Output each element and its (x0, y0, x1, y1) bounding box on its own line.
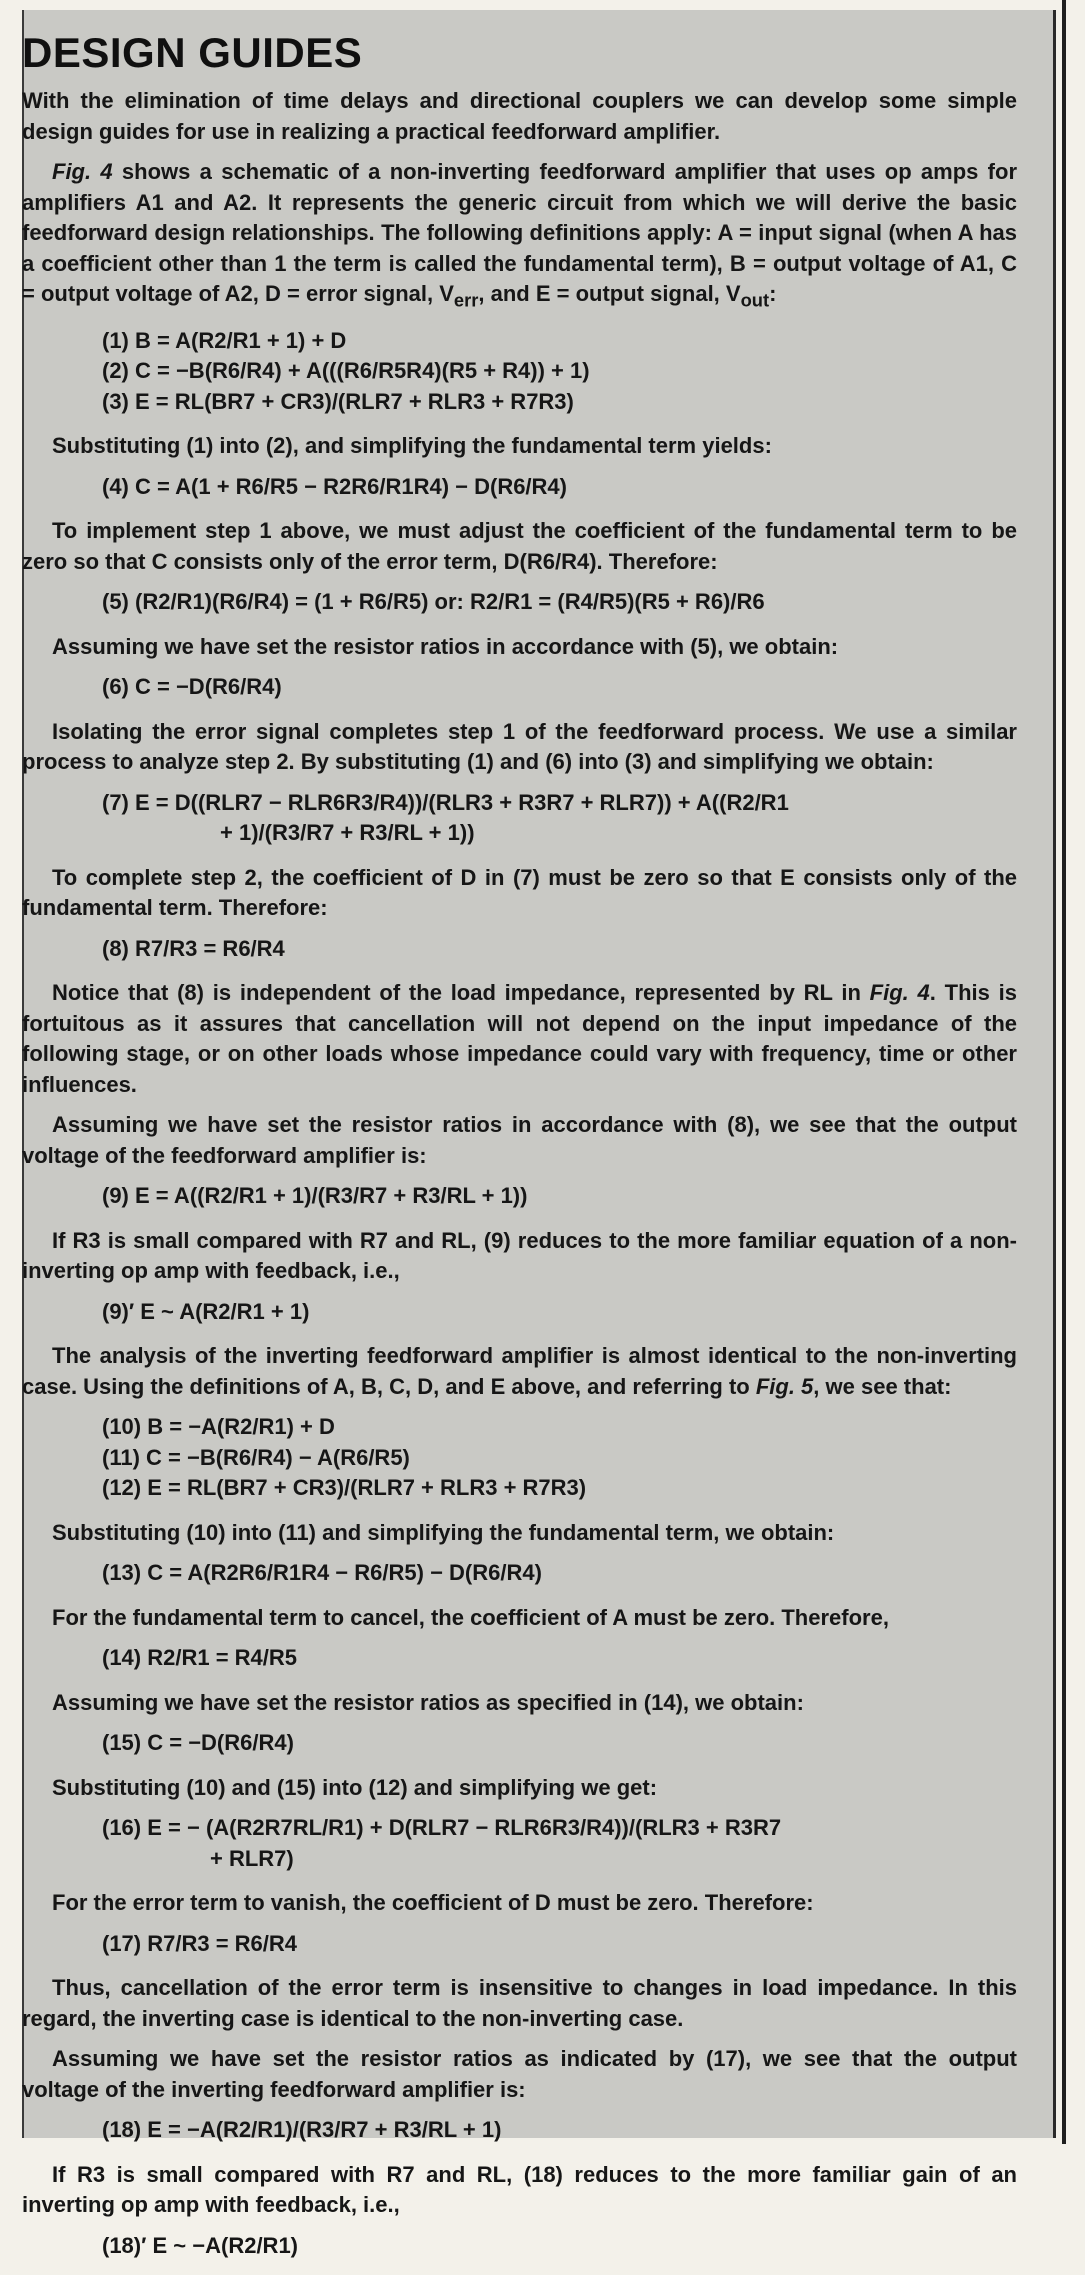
equation-group (22, 326, 1017, 418)
page-border-rule (1062, 0, 1066, 2144)
figure-reference: Fig. 4 (52, 159, 113, 184)
equation-13: (13) C = A(R2R6/R1R4 − R6/R5) − D(R6/R4) (102, 1560, 542, 1586)
section-heading: DESIGN GUIDES (22, 29, 363, 76)
equation-18-prime: (18)′ E ~ −A(R2/R1) (102, 2232, 299, 2258)
equation-12: (12) E = RL(BR7 + CR3)/(RLR7 + RLR3 + R7R3) (102, 1475, 587, 1501)
equation-group (22, 472, 1017, 503)
equation-7: (7) E = D((RLR7 − RLR6R3/R4))/(RLR3 + R3R7 + RLR7)) + A((R2/R1 (102, 789, 789, 815)
figure-reference: Fig. 5 (755, 1373, 814, 1399)
equation-7-continued: + 1)/(R3/R7 + R3/RL + 1)) (220, 820, 475, 846)
equation-1: (1) B = A(R2/R1 + 1) + D (102, 327, 347, 353)
paragraph: Notice that (8) is independent of the load impedance, represented by RL in Fig. 4. This is fortuitous as it assures that cancellation will not depend on the input impedance of the following stage, or on other loads whose impedance could vary with frequency, time or other influences. (22, 980, 1017, 1097)
equation-9-prime: (9)′ E ~ A(R2/R1 + 1) (102, 1298, 310, 1324)
equation-group (22, 2115, 1017, 2146)
figure-reference: Fig. 4 (869, 980, 930, 1006)
paragraph: Substituting (1) into (2), and simplifying the fundamental term yields: (52, 433, 772, 459)
equation-group (22, 672, 1017, 703)
equation-5: (5) (R2/R1)(R6/R4) = (1 + R6/R5) or: R2/R1 = (R4/R5)(R5 + R6)/R6 (102, 589, 765, 615)
paragraph: For the fundamental term to cancel, the coefficient of A must be zero. Therefore, (52, 1604, 889, 1630)
paragraph: Assuming we have set the resistor ratios as specified in (14), we obtain: (52, 1689, 804, 1715)
equation-9: (9) E = A((R2/R1 + 1)/(R3/R7 + R3/RL + 1)) (102, 1183, 528, 1209)
paragraph: For the error term to vanish, the coefficient of D must be zero. Therefore: (52, 1890, 814, 1916)
paragraph: If R3 is small compared with R7 and RL, (18) reduces to the more familiar gain of an inverting op amp with feedback, i.e., (22, 2161, 1017, 2218)
equation-group (22, 1813, 1017, 1874)
paragraph: To implement step 1 above, we must adjust the coefficient of the fundamental term to be zero so that C consists only of the error term, D(R6/R4). Therefore: (22, 518, 1017, 574)
equation-6: (6) C = −D(R6/R4) (102, 674, 282, 700)
equation-group (22, 1297, 1017, 1328)
equation-group (22, 2231, 1017, 2262)
equation-group (22, 1412, 1017, 1504)
equation-group (22, 1558, 1017, 1589)
equation-3: (3) E = RL(BR7 + CR3)/(RLR7 + RLR3 + R7R3) (102, 388, 574, 414)
equation-group (22, 587, 1017, 618)
paragraph: Assuming we have set the resistor ratios in accordance with (5), we obtain: (52, 633, 839, 659)
paragraph: Substituting (10) and (15) into (12) and simplifying we get: (52, 1774, 658, 1800)
article-body (22, 28, 1017, 2275)
equation-8: (8) R7/R3 = R6/R4 (102, 935, 285, 961)
paragraph: Isolating the error signal completes step 1 of the feedforward process. We use a similar process to analyze step 2. By substituting (1) and (6) into (3) and simplifying we obtain: (22, 718, 1017, 775)
paragraph: Thus, cancellation of the error term is insensitive to changes in load impedance. In this regard, the inverting case is identical to the non-inverting case. (22, 1975, 1017, 2031)
paragraph-definitions: Fig. 4 shows a schematic of a non-inverting feedforward amplifier that uses op amps for amplifiers A1 and A2. It represents the generic circuit from which we will derive the basic feedforward design relationships. The following definitions apply: A = input signal (when A has a coefficient other than 1 the term is called the fundamental term), B = output voltage of A1, C = output voltage of A2, D = error signal, $V_{err}$, and E = output signal, $V_{out}$: (22, 159, 1018, 311)
equation-group (22, 1728, 1017, 1759)
equation-group (22, 1643, 1017, 1674)
equation-17: (17) R7/R3 = R6/R4 (102, 1930, 298, 1956)
paragraph: The analysis of the inverting feedforward amplifier is almost identical to the non-inverting case. Using the definitions of A, B, C, D, and E above, and referring to Fig. 5, we see that: (22, 1343, 1017, 1399)
equation-2: (2) C = −B(R6/R4) + A(((R6/R5R4)(R5 + R4)) + 1) (102, 358, 590, 384)
paragraph: If R3 is small compared with R7 and RL, (9) reduces to the more familiar equation of a non-inverting op amp with feedback, i.e., (22, 1227, 1017, 1284)
paragraph: Assuming we have set the resistor ratios as indicated by (17), we see that the output voltage of the inverting feedforward amplifier is: (22, 2046, 1017, 2102)
paragraph: Substituting (10) into (11) and simplifying the fundamental term, we obtain: (52, 1519, 835, 1545)
equation-10: (10) B = −A(R2/R1) + D (102, 1414, 335, 1440)
equation-16: (16) E = − (A(R2R7RL/R1) + D(RLR7 − RLR6R3/R4))/(RLR3 + R3R7 (102, 1815, 782, 1841)
equation-group (22, 788, 1017, 849)
equation-16-continued: + RLR7) (210, 1845, 294, 1871)
paragraph: To complete step 2, the coefficient of D in (7) must be zero so that E consists only of the fundamental term. Therefore: (22, 864, 1017, 921)
equation-group (22, 1929, 1017, 1960)
equation-4: (4) C = A(1 + R6/R5 − R2R6/R1R4) − D(R6/R4) (102, 473, 567, 499)
equation-14: (14) R2/R1 = R4/R5 (102, 1645, 298, 1671)
equation-11: (11) C = −B(R6/R4) − A(R6/R5) (102, 1444, 410, 1470)
paragraph-intro: With the elimination of time delays and directional couplers we can develop some simple design guides for use in realizing a practical feedforward amplifier. (22, 88, 1017, 144)
paragraph: Assuming we have set the resistor ratios in accordance with (8), we see that the output voltage of the feedforward amplifier is: (22, 1112, 1017, 1168)
equation-group (22, 934, 1017, 965)
equation-18: (18) E = −A(R2/R1)/(R3/R7 + R3/RL + 1) (102, 2117, 502, 2143)
equation-group (22, 1181, 1017, 1212)
equation-15: (15) C = −D(R6/R4) (102, 1730, 294, 1756)
